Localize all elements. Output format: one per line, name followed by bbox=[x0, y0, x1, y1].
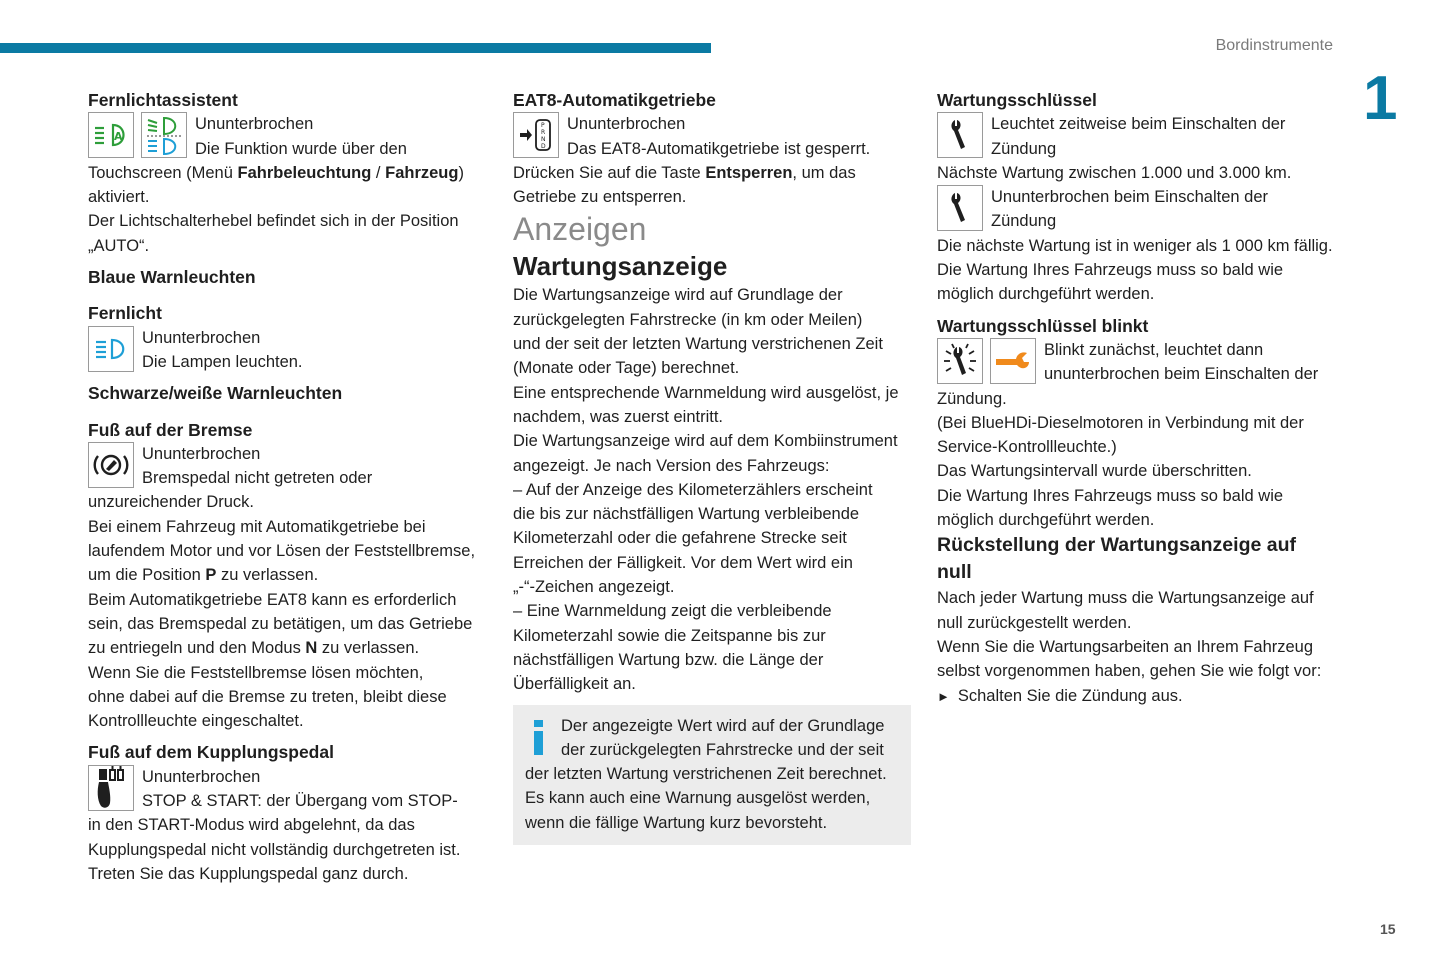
gear-selector-icon bbox=[513, 112, 559, 158]
brake-pedal-icon bbox=[88, 442, 134, 488]
wartung-text: (Monate oder Tage) berechnet. bbox=[513, 359, 740, 378]
triangle-bullet-icon: ► bbox=[937, 688, 950, 704]
wartung-text: die bis zur nächstfälligen Wartung verbleibende bbox=[513, 505, 860, 524]
wartung-text: „-“-Zeichen angezeigt. bbox=[513, 578, 675, 597]
svg-text:R: R bbox=[541, 129, 546, 137]
heading-eat8: EAT8-Automatikgetriebe bbox=[513, 90, 716, 110]
high-beam-icon bbox=[88, 326, 134, 372]
fern-text: „AUTO“. bbox=[88, 236, 150, 255]
svg-text:P: P bbox=[541, 122, 545, 130]
wb-text: Blinkt zunächst, leuchtet dann bbox=[1044, 340, 1264, 359]
heading-rueckstellung: Rückstellung der Wartungsanzeige auf null bbox=[937, 534, 1296, 584]
wartung-text: Überfälligkeit an. bbox=[513, 675, 636, 694]
fern-status: Ununterbrochen bbox=[195, 115, 314, 134]
column-middle bbox=[513, 88, 911, 845]
ws-text: Zündung bbox=[991, 139, 1057, 158]
wrench-icon bbox=[937, 112, 983, 158]
info-text: Der angezeigte Wert wird auf der Grundlage bbox=[561, 716, 885, 735]
fuss-bremse-block bbox=[88, 442, 478, 491]
eat8-text: Das EAT8-Automatikgetriebe ist gesperrt. bbox=[567, 139, 871, 158]
wartung-text: zurückgelegten Fahrstrecke (in km oder Meilen) bbox=[513, 310, 863, 329]
heading-fernlicht: Fernlicht bbox=[88, 303, 162, 324]
info-text: wenn die fällige Wartung kurz bevorsteht. bbox=[525, 813, 828, 832]
fernlicht-block bbox=[88, 326, 478, 375]
fuss-text: laufendem Motor und vor Lösen der Feststellbremse, bbox=[88, 542, 476, 561]
wartung-text: Kilometerzahl oder die gefahrene Strecke seit bbox=[513, 529, 847, 548]
fern-text: Die Funktion wurde über den bbox=[195, 139, 407, 158]
wartung-text: Eine entsprechende Warnmeldung wird ausgelöst, je bbox=[513, 383, 899, 402]
wartung-text: Die Wartungsanzeige wird auf Grundlage der bbox=[513, 286, 843, 305]
heading-anzeigen: Anzeigen bbox=[513, 211, 647, 248]
ws-text: möglich durchgeführt werden. bbox=[937, 285, 1155, 304]
info-icon bbox=[525, 714, 551, 758]
svg-text:A: A bbox=[114, 130, 123, 144]
kupplung-status: Ununterbrochen bbox=[142, 767, 261, 786]
info-note bbox=[513, 705, 911, 845]
fuss-text: unzureichender Druck. bbox=[88, 493, 254, 512]
ws-text: Nächste Wartung zwischen 1.000 und 3.000 km. bbox=[937, 163, 1292, 182]
fern-text: Der Lichtschalterhebel befindet sich in der Position bbox=[88, 212, 459, 231]
fuss-text: zu entriegeln und den Modus N zu verlassen. bbox=[88, 639, 420, 658]
clutch-pedal-foot-icon bbox=[88, 765, 134, 811]
wartung-text: nächstfälligen Wartung bzw. die Länge der bbox=[513, 650, 824, 669]
heading-blaue-warnleuchten: Blaue Warnleuchten bbox=[88, 267, 256, 288]
kupplung-text: Treten Sie das Kupplungspedal ganz durch. bbox=[88, 864, 409, 883]
reset-text: Wenn Sie die Wartungsarbeiten an Ihrem Fahrzeug bbox=[937, 637, 1314, 656]
heading-wartungsschluessel-blinkt: Wartungsschlüssel blinkt bbox=[937, 315, 1149, 336]
wartung-text: und der seit der letzten Wartung verstrichenen Zeit bbox=[513, 335, 883, 354]
fernlicht-status: Ununterbrochen bbox=[142, 328, 261, 347]
wrench-icon bbox=[937, 185, 983, 231]
fern-text: Touchscreen (Menü Fahrbeleuchtung / Fahrzeug) bbox=[88, 163, 464, 182]
reset-text: null zurückgestellt werden. bbox=[937, 613, 1132, 632]
heading-schwarze-warnleuchten: Schwarze/weiße Warnleuchten bbox=[88, 383, 343, 404]
heading-kupplungspedal: Fuß auf dem Kupplungspedal bbox=[88, 742, 334, 763]
fuss-status: Ununterbrochen bbox=[142, 444, 261, 463]
heading-wartungsanzeige: Wartungsanzeige bbox=[513, 251, 728, 282]
wb-text: Das Wartungsintervall wurde überschritten. bbox=[937, 462, 1252, 481]
fuss-text: sein, das Bremspedal zu betätigen, um das Getriebe bbox=[88, 614, 473, 633]
heading-fuss-bremse: Fuß auf der Bremse bbox=[88, 419, 253, 440]
section-title: Bordinstrumente bbox=[1215, 37, 1333, 54]
fuss-text: ohne dabei auf die Bremse zu treten, bleibt diese bbox=[88, 687, 447, 706]
ws-text: Leuchtet zeitweise beim Einschalten der bbox=[991, 115, 1286, 134]
wartung-text: Die Wartungsanzeige wird auf dem Kombiinstrument bbox=[513, 432, 898, 451]
eat8-text: Drücken Sie auf die Taste Entsperren, um das bbox=[513, 163, 856, 182]
wartung-text: nachdem, was zuerst eintritt. bbox=[513, 407, 724, 426]
ws-text: Die Wartung Ihres Fahrzeugs muss so bald wie bbox=[937, 261, 1284, 280]
low-high-beam-icon bbox=[141, 112, 187, 158]
eat8-block bbox=[513, 112, 911, 161]
wb-text: möglich durchgeführt werden. bbox=[937, 511, 1155, 530]
wb-text: (Bei BlueHDi-Dieselmotoren in Verbindung mit der bbox=[937, 413, 1304, 432]
reset-step: ► Schalten Sie die Zündung aus. bbox=[937, 686, 1183, 705]
wartung-text: – Auf der Anzeige des Kilometerzählers erscheint bbox=[513, 480, 873, 499]
fern-text: aktiviert. bbox=[88, 188, 150, 207]
fernlicht-text: Die Lampen leuchten. bbox=[142, 352, 303, 371]
ws-text: Zündung bbox=[991, 212, 1057, 231]
wartung-text: Erreichen der Fälligkeit. Vor dem Wert wird ein bbox=[513, 553, 853, 572]
wartungsschluessel-block-2 bbox=[937, 185, 1337, 234]
header-accent-bar bbox=[0, 43, 711, 53]
kupplung-block bbox=[88, 765, 478, 814]
info-text: Es kann auch eine Warnung ausgelöst werden, bbox=[525, 789, 871, 808]
wb-text: Die Wartung Ihres Fahrzeugs muss so bald wie bbox=[937, 486, 1284, 505]
fernlichtassistent-block bbox=[88, 112, 478, 161]
fuss-text: Wenn Sie die Feststellbremse lösen möchten, bbox=[88, 663, 424, 682]
column-left bbox=[88, 88, 478, 886]
page-number: 15 bbox=[1380, 921, 1396, 937]
fuss-text: Bei einem Fahrzeug mit Automatikgetriebe bei bbox=[88, 517, 426, 536]
wb-text: ununterbrochen beim Einschalten der bbox=[1044, 365, 1319, 384]
heading-fernlichtassistent: Fernlichtassistent bbox=[88, 90, 238, 110]
reset-text: selbst vorgenommen haben, gehen Sie wie folgt vor: bbox=[937, 662, 1322, 681]
fuss-text: Beim Automatikgetriebe EAT8 kann es erforderlich bbox=[88, 590, 457, 609]
wrench-orange-icon bbox=[990, 338, 1036, 384]
kupplung-text: Kupplungspedal nicht vollständig durchgetreten ist. bbox=[88, 840, 461, 859]
wartung-text: Kilometerzahl sowie die Zeitspanne bis zur bbox=[513, 626, 826, 645]
ws-text: Die nächste Wartung ist in weniger als 1 000 km fällig. bbox=[937, 236, 1333, 255]
heading-wartungsschluessel: Wartungsschlüssel bbox=[937, 90, 1097, 110]
wartung-text: – Eine Warnmeldung zeigt die verbleibende bbox=[513, 602, 832, 621]
wartungsschluessel-block-1 bbox=[937, 112, 1337, 161]
column-right bbox=[937, 88, 1337, 709]
info-text: der zurückgelegten Fahrstrecke und der seit bbox=[561, 740, 884, 759]
wb-text: Zündung. bbox=[937, 389, 1007, 408]
fuss-text: Kontrollleuchte eingeschaltet. bbox=[88, 712, 304, 731]
svg-text:N: N bbox=[541, 136, 546, 144]
wb-text: Service-Kontrollleuchte.) bbox=[937, 438, 1117, 457]
kupplung-text: STOP & START: der Übergang vom STOP- bbox=[142, 792, 458, 811]
info-text: der letzten Wartung verstrichenen Zeit berechnet. bbox=[525, 765, 887, 784]
fuss-text: Bremspedal nicht getreten oder bbox=[142, 469, 373, 488]
chapter-number: 1 bbox=[1363, 64, 1398, 133]
ws-text: Ununterbrochen beim Einschalten der bbox=[991, 188, 1268, 207]
reset-text: Nach jeder Wartung muss die Wartungsanzeige auf bbox=[937, 589, 1314, 608]
kupplung-text: in den START-Modus wird abgelehnt, da das bbox=[88, 816, 415, 835]
high-beam-auto-icon bbox=[88, 112, 134, 158]
eat8-text: Getriebe zu entsperren. bbox=[513, 188, 687, 207]
fuss-text: um die Position P zu verlassen. bbox=[88, 566, 319, 585]
wrench-flashing-icon bbox=[937, 338, 983, 384]
wartung-text: angezeigt. Je nach Version des Fahrzeugs: bbox=[513, 456, 830, 475]
svg-text:D: D bbox=[541, 143, 546, 151]
eat8-status: Ununterbrochen bbox=[567, 115, 686, 134]
wartungsschluessel-blinkt-block bbox=[937, 338, 1337, 387]
